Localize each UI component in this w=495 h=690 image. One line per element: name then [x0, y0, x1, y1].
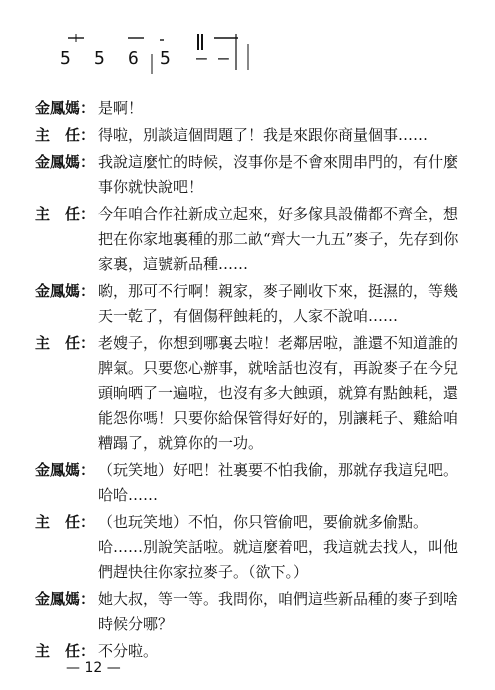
musical-notation: [48, 30, 258, 78]
page-number: — 12 —: [66, 660, 121, 676]
speech-text: 她大叔，等一等。我問你，咱們這些新品種的麥子到啥時候分哪？: [98, 590, 459, 633]
speaker-label: 主 任：: [35, 126, 96, 144]
speech-text: （玩笑地）好吧！社裏要不怕我偷，那就存我這兒吧。哈哈……: [98, 461, 459, 504]
speaker-label: 金鳳媽：: [35, 282, 96, 300]
speaker-label: 金鳳媽：: [35, 590, 96, 608]
speaker-label: 主 任：: [35, 334, 96, 352]
dialogue-line: [35, 279, 471, 329]
dialogue-line: [35, 150, 471, 200]
dialogue-line: [35, 202, 471, 277]
dialogue-line: [35, 587, 471, 637]
speech-text: 喲，那可不行啊！親家，麥子剛收下來，挺濕的，等幾天一乾了，有個傷秤蝕耗的，人家不說咱……: [98, 282, 459, 325]
dialogue-line: [35, 96, 471, 121]
speaker-label: 金鳳媽：: [35, 461, 96, 479]
speech-text: 是啊！: [98, 99, 144, 117]
speaker-label: 主 任：: [35, 513, 96, 531]
note-2: 5: [94, 48, 105, 69]
speech-text: 不分啦。: [98, 642, 159, 660]
dialogue-line: [35, 331, 471, 456]
speech-text: （也玩笑地）不怕，你只管偷吧，要偷就多偷點。哈……別說笑話啦。就這麼着吧，我這就去找人，叫他們趕快往你家拉麥子。（欲下。）: [98, 513, 459, 581]
speech-text: 得啦，別談這個問題了！我是來跟你商量個事……: [98, 126, 429, 144]
note-4: 5: [160, 48, 171, 69]
note-3: 6: [128, 48, 139, 69]
speech-text: 老嫂子，你想到哪裏去啦！老鄰居啦，誰還不知道誰的脾氣。只要您心辦事，就啥話也沒有，再說麥子在今兒頭晌晒了一遍啦，也沒有多大蝕頭，就算有點蝕耗，還能怨你嗎！只要你給保管得好好的，別讓耗子、雞給咱糟蹋了，就算你的一功。: [98, 334, 459, 452]
dialogue-line: [35, 458, 471, 508]
note-1: 5: [60, 48, 71, 69]
dialogue-line: [35, 123, 471, 148]
speech-text: 今年咱合作社新成立起來，好多傢具設備都不齊全，想把在你家地裏種的那二畝“齊大一九五”麥子，先存到你家裏，這號新品種……: [98, 205, 459, 273]
speech-text: 我說這麼忙的時候，沒事你是不會來閒串門的，有什麼事你就快說吧！: [98, 153, 459, 196]
speaker-label: 主 任：: [35, 642, 96, 660]
speaker-label: 金鳳媽：: [35, 153, 96, 171]
speaker-label: 主 任：: [35, 205, 96, 223]
note-dash-1: —: [196, 48, 207, 69]
note-dash-2: —: [218, 48, 229, 69]
speaker-label: 金鳳媽：: [35, 99, 96, 117]
dialogue-line: [35, 510, 471, 585]
dialogue-block: [35, 96, 471, 666]
